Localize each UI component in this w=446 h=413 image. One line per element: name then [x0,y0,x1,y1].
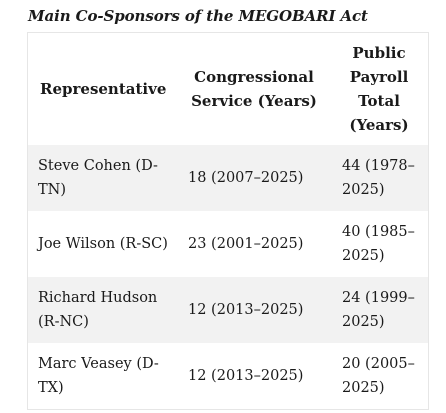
cell-representative: Joe Wilson (R-SC) [38,236,168,252]
cell-congressional-service: 18 (2007–2025) [178,145,330,211]
cell-representative: Steve Cohen (D-TN) [28,145,178,211]
table-row [28,145,428,211]
cell-congressional-service: 12 (2013–2025) [178,277,330,343]
header-public-payroll-total: Public Payroll Total (Years) [349,44,409,134]
cell-representative: Marc Veasey (D-TX) [38,356,159,396]
table-caption: Main Co-Sponsors of the MEGOBARI Act [28,7,368,25]
cosponsors-table [27,32,429,410]
cell-congressional-service: 23 (2001–2025) [188,236,304,252]
table-row [28,211,428,277]
cell-public-payroll-total: 20 (2005–2025) [342,356,415,396]
cell-representative: Richard Hudson (R-NC) [28,277,178,343]
header-congressional-service: Congressional Service (Years) [191,68,317,110]
cell-congressional-service: 12 (2013–2025) [188,368,304,384]
table-row [28,343,428,409]
table-row [28,277,428,343]
cell-public-payroll-total: 44 (1978–2025) [330,145,428,211]
cell-public-payroll-total: 40 (1985–2025) [342,224,415,264]
table-header-row [28,33,428,145]
cell-public-payroll-total: 24 (1999–2025) [330,277,428,343]
header-representative: Representative [40,80,167,98]
